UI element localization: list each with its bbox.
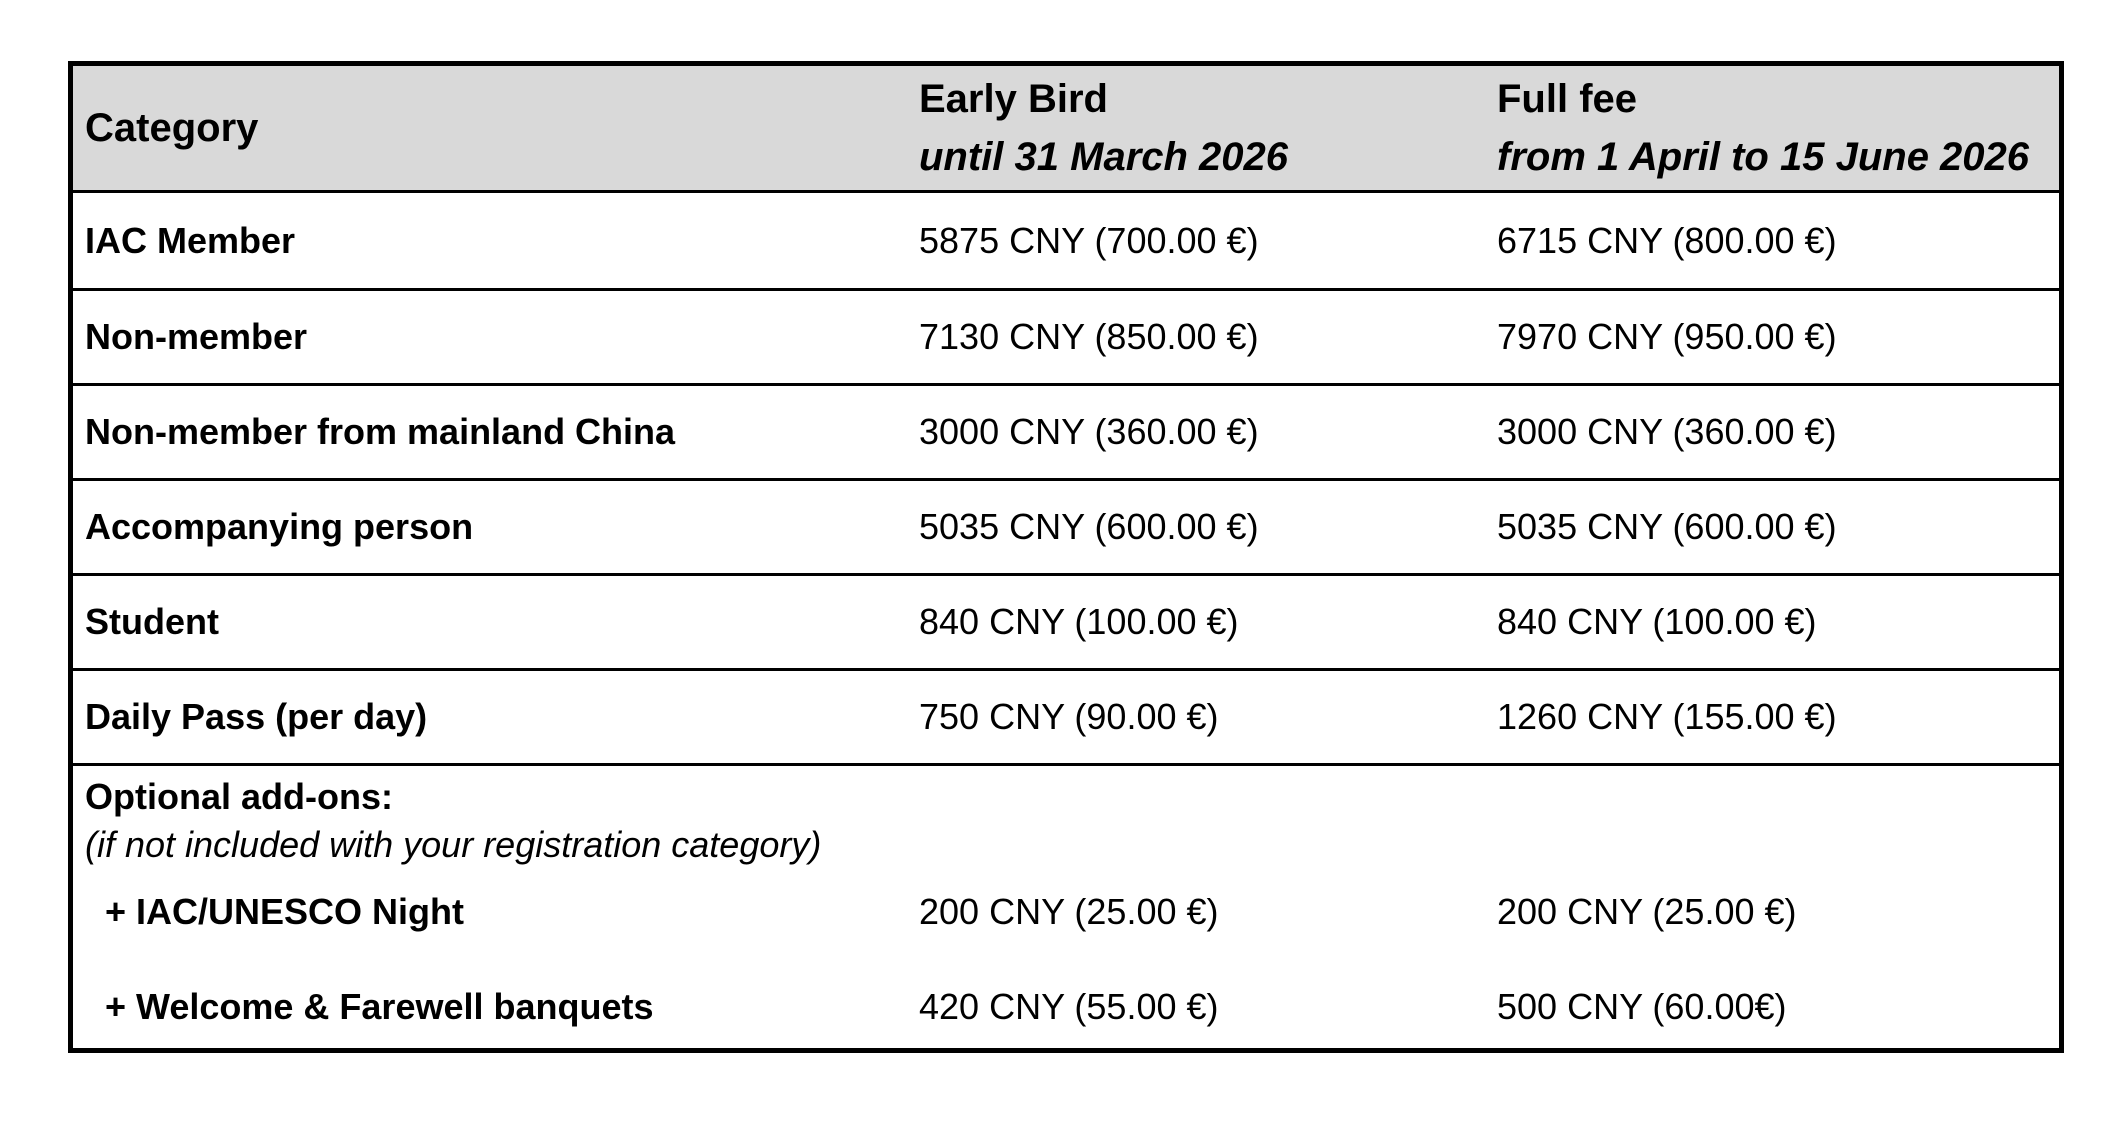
table-row: [73, 193, 2059, 288]
row-full-fee-price: 3000 CNY (360.00 €): [1497, 411, 1837, 453]
table-row: [73, 383, 2059, 478]
table-row: [73, 573, 2059, 668]
table-header-row: [73, 66, 2059, 193]
header-full-fee-subtitle: from 1 April to 15 June 2026: [1497, 135, 2030, 179]
row-category: Student: [85, 601, 219, 643]
row-early-bird-price: 3000 CNY (360.00 €): [919, 411, 1259, 453]
addon-early-bird-price: 420 CNY (55.00 €): [919, 986, 1219, 1028]
addons-note: (if not included with your registration category): [85, 824, 822, 865]
header-full-fee-title: Full fee: [1497, 77, 1638, 121]
header-category: [73, 104, 919, 152]
addon-full-fee-price: 200 CNY (25.00 €): [1497, 891, 1797, 933]
table-row: [73, 288, 2059, 383]
row-early-bird-price: 5035 CNY (600.00 €): [919, 506, 1259, 548]
row-category: Non-member: [85, 316, 308, 358]
addon-row: [73, 887, 2059, 937]
row-early-bird-price: 840 CNY (100.00 €): [919, 601, 1239, 643]
row-early-bird-price: 7130 CNY (850.00 €): [919, 316, 1259, 358]
row-category: Non-member from mainland China: [85, 411, 676, 453]
addon-category: + IAC/UNESCO Night: [105, 891, 465, 933]
optional-addons-section: [73, 763, 2059, 1048]
header-early-bird: [919, 75, 1497, 181]
row-full-fee-price: 5035 CNY (600.00 €): [1497, 506, 1837, 548]
addon-row: [73, 982, 2059, 1032]
header-full-fee: [1497, 75, 2059, 181]
table-row: [73, 668, 2059, 763]
row-full-fee-price: 7970 CNY (950.00 €): [1497, 316, 1837, 358]
table-row: [73, 478, 2059, 573]
row-full-fee-price: 840 CNY (100.00 €): [1497, 601, 1817, 643]
addon-category: + Welcome & Farewell banquets: [105, 986, 654, 1028]
row-category: Daily Pass (per day): [85, 696, 428, 738]
row-category: IAC Member: [85, 219, 296, 261]
addons-title: Optional add-ons:: [85, 776, 393, 817]
header-early-bird-subtitle: until 31 March 2026: [919, 135, 1289, 179]
registration-fee-table: [68, 61, 2064, 1053]
header-early-bird-title: Early Bird: [919, 77, 1108, 121]
row-early-bird-price: 750 CNY (90.00 €): [919, 696, 1219, 738]
addon-full-fee-price: 500 CNY (60.00€): [1497, 986, 1787, 1028]
row-full-fee-price: 6715 CNY (800.00 €): [1497, 219, 1837, 261]
row-category: Accompanying person: [85, 506, 474, 548]
row-full-fee-price: 1260 CNY (155.00 €): [1497, 696, 1837, 738]
addon-early-bird-price: 200 CNY (25.00 €): [919, 891, 1219, 933]
header-category-label: Category: [85, 106, 259, 150]
row-early-bird-price: 5875 CNY (700.00 €): [919, 219, 1259, 261]
